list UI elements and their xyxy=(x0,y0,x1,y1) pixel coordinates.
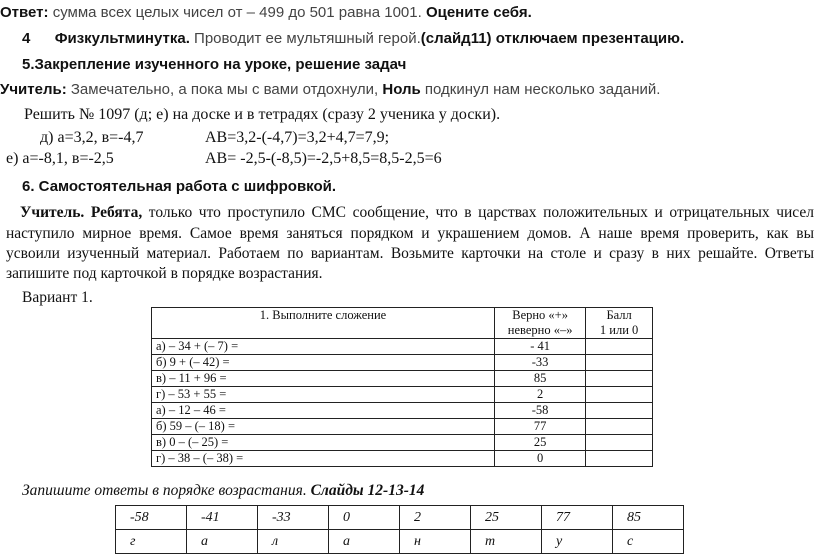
task-table xyxy=(151,307,653,467)
row-answer: - 41 xyxy=(494,339,585,355)
task-heading: Решить № 1097 (д; е) на доске и в тетрадях (сразу 2 ученика у доски). xyxy=(24,106,501,123)
answer-line xyxy=(0,4,532,22)
cipher-letter: т xyxy=(471,530,542,554)
cipher-letter: л xyxy=(258,530,329,554)
row-score[interactable] xyxy=(586,387,653,403)
answer-emphasis: Оцените себя. xyxy=(425,4,532,21)
paragraph-line-4: запишите под карточкой в порядке возрастания. xyxy=(6,265,323,282)
section-5-title-text: 5.Закрепление изученного на уроке, решение задач xyxy=(22,56,407,73)
row-score[interactable] xyxy=(586,371,653,387)
section-4-emphasis: (слайд11) отключаем презентацию. xyxy=(420,30,685,47)
table-row xyxy=(152,355,653,371)
write-answers-text: Запишите ответы в порядке возрастания. xyxy=(22,482,311,499)
paragraph-lead: Учитель. Ребята, xyxy=(20,204,143,221)
section-5-title xyxy=(22,56,406,74)
teacher-text: Замечательно, а пока мы с вами отдохнули, xyxy=(66,81,383,98)
row-answer: 25 xyxy=(494,435,585,451)
section-6-title: 6. Самостоятельная работа с шифровкой. xyxy=(22,178,337,195)
table-row xyxy=(152,403,653,419)
write-answers-line xyxy=(22,482,424,500)
row-answer: 2 xyxy=(494,387,585,403)
paragraph-line-2: наступило мирное время. Самое время заняться порядком и украшением домов. А наше время проверить, как вы xyxy=(6,225,814,242)
table-row xyxy=(152,451,653,467)
table-row xyxy=(152,419,653,435)
row-score[interactable] xyxy=(586,339,653,355)
row-answer: -33 xyxy=(494,355,585,371)
cipher-number: -33 xyxy=(258,506,329,530)
header-correct-line2: неверно «–» xyxy=(507,323,573,337)
header-correct xyxy=(494,308,585,339)
cipher-number: 25 xyxy=(471,506,542,530)
row-expression: а) – 34 + (– 7) = xyxy=(152,339,495,355)
teacher-label: Учитель: xyxy=(0,81,67,98)
task-d-right: АВ=3,2-(-4,7)=3,2+4,7=7,9; xyxy=(205,129,390,146)
task-e-right: АВ= -2,5-(-8,5)=-2,5+8,5=8,5-2,5=6 xyxy=(205,150,442,167)
teacher-text-2: подкинул нам несколько заданий. xyxy=(420,81,661,98)
cipher-number: 0 xyxy=(329,506,400,530)
row-expression: в) 0 – (– 25) = xyxy=(152,435,495,451)
cipher-letter: у xyxy=(542,530,613,554)
row-answer: 85 xyxy=(494,371,585,387)
cipher-numbers-row xyxy=(116,506,684,530)
row-expression: в) – 11 + 96 = xyxy=(152,371,495,387)
slides-reference: Слайды 12-13-14 xyxy=(310,482,425,499)
row-score[interactable] xyxy=(586,419,653,435)
cipher-number: -58 xyxy=(116,506,187,530)
row-score[interactable] xyxy=(586,451,653,467)
row-score[interactable] xyxy=(586,403,653,419)
section-4-title: Физкультминутка. xyxy=(54,30,190,47)
table-row xyxy=(152,371,653,387)
header-score-line2: 1 или 0 xyxy=(599,323,639,337)
cipher-letter: а xyxy=(329,530,400,554)
answer-label: Ответ: xyxy=(0,4,49,21)
row-expression: б) 59 – (– 18) = xyxy=(152,419,495,435)
cipher-number: 2 xyxy=(400,506,471,530)
table-row xyxy=(152,339,653,355)
cipher-number: 85 xyxy=(613,506,684,530)
paragraph-line-1-text: только что проступило СМС сообщение, что в царствах положительных и отрицательных чисел xyxy=(142,204,814,221)
row-answer: 0 xyxy=(494,451,585,467)
cipher-number: 77 xyxy=(542,506,613,530)
paragraph-line-3: усвоили изученный материал. Работаем по вариантам. Возьмите карточки на столе и сразу в них решайте. Ответы xyxy=(6,245,814,262)
teacher-name: Ноль xyxy=(382,81,421,98)
header-correct-line1: Верно «+» xyxy=(512,308,568,322)
section-4-number: 4 xyxy=(22,30,31,47)
table-row xyxy=(152,435,653,451)
cipher-number: -41 xyxy=(187,506,258,530)
table-row xyxy=(152,387,653,403)
cipher-letters-row xyxy=(116,530,684,554)
row-score[interactable] xyxy=(586,355,653,371)
header-score-line1: Балл xyxy=(606,308,632,322)
row-answer: 77 xyxy=(494,419,585,435)
teacher-line xyxy=(0,81,660,99)
row-answer: -58 xyxy=(494,403,585,419)
cipher-table xyxy=(115,505,684,554)
header-score xyxy=(586,308,653,339)
section-4-text: Проводит ее мультяшный герой. xyxy=(189,30,421,47)
answer-text: сумма всех целых чисел от – 499 до 501 равна 1001. xyxy=(48,4,426,21)
task-table-header xyxy=(152,308,653,339)
row-expression: б) 9 + (– 42) = xyxy=(152,355,495,371)
cipher-letter: с xyxy=(613,530,684,554)
task-d-left: д) а=3,2, в=-4,7 xyxy=(40,129,144,146)
cipher-letter: а xyxy=(187,530,258,554)
row-expression: г) – 38 – (– 38) = xyxy=(152,451,495,467)
cipher-letter: г xyxy=(116,530,187,554)
variant-label: Вариант 1. xyxy=(22,289,93,306)
header-task: 1. Выполните сложение xyxy=(152,308,495,339)
row-expression: а) – 12 – 46 = xyxy=(152,403,495,419)
task-e-left: е) а=-8,1, в=-2,5 xyxy=(6,150,114,167)
paragraph-line-1 xyxy=(6,204,814,222)
row-expression: г) – 53 + 55 = xyxy=(152,387,495,403)
cipher-letter: н xyxy=(400,530,471,554)
section-4 xyxy=(22,30,684,48)
row-score[interactable] xyxy=(586,435,653,451)
